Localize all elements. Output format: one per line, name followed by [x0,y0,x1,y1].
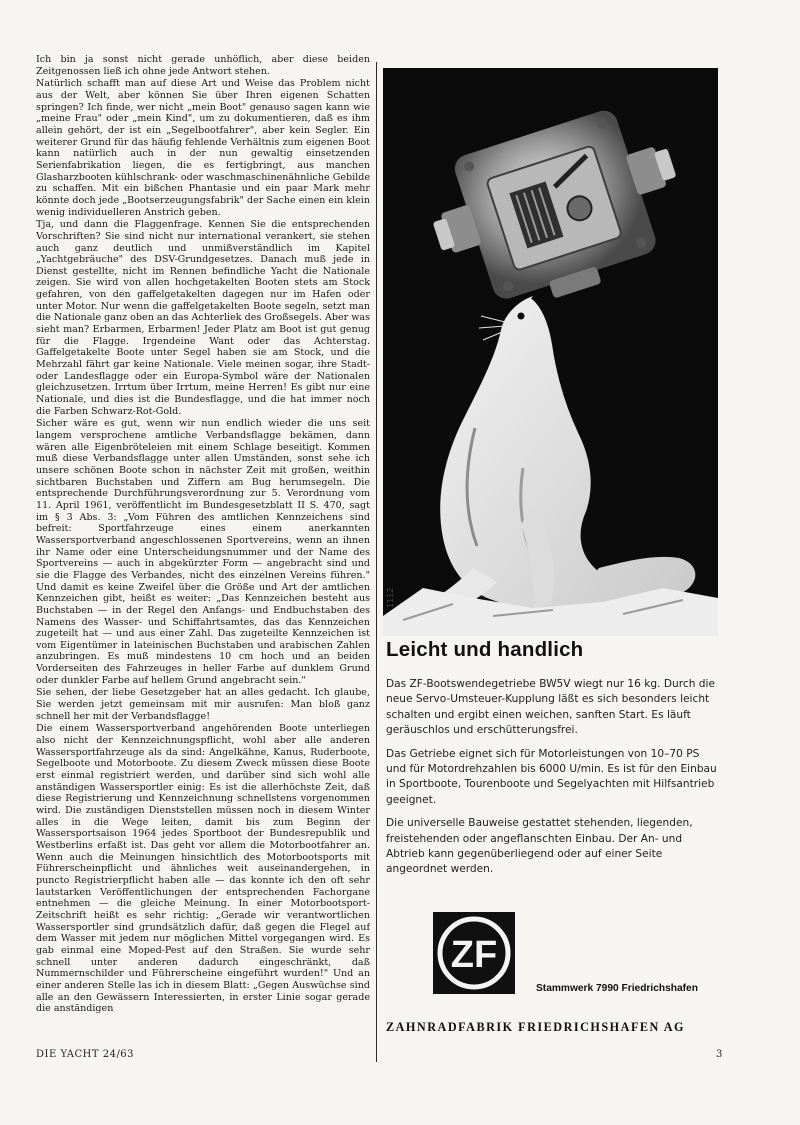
footer-magazine-issue: DIE YACHT 24/63 [36,1049,135,1060]
ad-paragraph: Das ZF-Bootswendegetriebe BW5V wiegt nur 16 kg. Durch die neue Servo-Umsteuer-Kupplung läßt es sich besonders leicht schalten und ergibt einen weichen, sanften Start. Es läuft geräuschlos und erschütterungsfrei. [386,678,715,737]
article-paragraph: Tja, und dann die Flaggenfrage. Kennen Sie die entsprechenden Vorschriften? Sie sind nicht nur international verankert, sie stehen auch ganz deutlich und unmißverständlich im Kapitel „Yachtgebräuche" des DSV-Grundgesetzes. Danach muß jede in Dienst gestellte, nicht im Rennen befindliche Yacht die Nationale zeigen. Sie wird von allen hochgetakelten Booten stets am Stock gefahren, von den gaffelgetakelten dagegen nur im Hafen oder unter Motor. Nur wenn die gaffelgetakelten Boote segeln, setzt man die Nationale ganz oben an das Achterliek des Großsegels. Aber was sieht man? Erbarmen, Erbarmen! Jeder Platz am Boot ist gut genug für die Flagge. Irgendeine Want oder das Achterstag. Gaffelgetakelte Boote unter Segel haben sie am Stock, und die Mehrzahl fährt gar keine Nationale. Viele meinen sogar, ihre Stadt- oder Landesflagge oder ein Europa-Symbol wäre der Nationalen gleichzusetzen. Irrtum über Irrtum, meine Herren! Es gibt nur eine Nationale, und dies ist die Bundesflagge, und die hat immer noch die Farben Schwarz-Rot-Gold. [36,219,370,417]
ad-headline: Leicht und handlich [386,638,584,661]
article-paragraph: Sie sehen, der liebe Gesetzgeber hat an alles gedacht. Ich glaube, Sie werden jetzt gemeinsam mit mir ausrufen: Man bloß ganz schnell her mit der Verbandsflagge! [36,687,370,722]
zf-logo [433,912,515,994]
ad-body [386,677,722,886]
zf-logo-text: ZF [450,934,498,976]
article-paragraph: Die einem Wassersportverband angehörenden Boote unterliegen also nicht der Kennzeichnungspflicht, wohl aber alle anderen Wassersportfahrzeuge als da sind: Angelkähne, Kanus, Ruderboote, Segelboote und Motorboote. Zu diesem Zweck müssen diese Boote erst einmal registriert werden, und darüber sind sich wohl alle anständigen Wassersportler einig: Es ist die allerhöchste Zeit, daß diese Registrierung und Kennzeichnung schnellstens vorgenommen wird. Die zuständigen Dienststellen müssen noch in diesem Winter alles in die Wege leiten, damit bis zum Beginn der Wassersportsaison 1964 jedes Sportboot der Bundesrepublik und Westberlins erfaßt ist. Das geht vor allem die Motorbootfahrer an. Wenn auch die Meinungen hinsichtlich des Motorbootsports mit Führerscheinpflicht und ähnliches weit auseinandergehen, in puncto Registrierpflicht haben alle — das konnte ich den oft sehr lautstarken Veröffentlichungen der entsprechenden Fachorgane entnehmen — die gleiche Meinung. In einer Motorbootsport-Zeitschrift heißt es sehr richtig: „Gerade wir verantwortlichen Wassersportler sind grundsätzlich dafür, daß gegen die Flegel auf dem Wasser mit jedem nur möglichen Mittel vorgegangen wird. Es gab einmal eine Moped-Pest auf den Straßen. Sie wurde sehr schnell unter anderen dadurch eingeschränkt, daß Nummernschilder und Führerscheine eingeführt wurden!" Und an einer anderen Stelle las ich in diesem Blatt: „Gegen Auswüchse sind alle an den Gewässern Interessierten, in erster Linie sogar gerade die anständigen [36,723,370,1015]
company-name: ZAHNRADFABRIK FRIEDRICHSHAFEN AG [386,1020,685,1034]
photo-code: 1112 [386,587,395,608]
ad-paragraph: Das Getriebe eignet sich für Motorleistungen von 10–70 PS und für Motordrehzahlen bis 6000 U/min. Es ist für den Einbau in Sportboote, Tourenboote und Segelyachten mit Hilfsantrieb geeignet. [386,747,717,806]
column-divider [376,62,377,1062]
article-text [36,54,370,1039]
article-paragraph: Ich bin ja sonst nicht gerade unhöflich, aber diese beiden Zeitgenossen ließ ich ohne jede Antwort stehen. [36,54,370,77]
ad-photo-seal-gearbox [383,68,718,636]
page-number: 3 [716,1049,723,1060]
article-paragraph: Sicher wäre es gut, wenn wir nun endlich wieder die uns seit langem versprochene amtliche Verbandsflagge bekämen, dann wären alle Eigenbröteleien mit einem Schlage beseitigt. Kommen muß diese Verbandsflagge unter allen Umständen, sonst sehe ich unsere schönen Boote schon in nächster Zeit mit großen, weithin sichtbaren Buchstaben und Ziffern am Bug herumsegeln. Die entsprechende Durchführungsverordnung zur 5. Verordnung vom 11. April 1961, veröffentlicht im Bundesgesetzblatt II S. 470, sagt im § 3 Abs. 3: „Vom Führen des amtlichen Kennzeichens sind befreit: Sportfahrzeuge eines einem anerkannten Wassersportverband angeschlossenen Sportvereins, wenn an ihnen ihr Name oder eine Unterscheidungsnummer und der Name des Sportvereins — auch in abgekürzter Form — angebracht sind und sie die Flagge des Verbandes, nicht des einzelnen Vereins führen." Und damit es keine Zweifel über die Größe und Art der amtlichen Kennzeichen gibt, heißt es weiter: „Das Kennzeichen besteht aus Buchstaben — in der Regel den Anfangs- und Endbuchstaben des Namens des Wasser- und Schiffahrtsamtes, das das Kennzeichen zugeteilt hat — und aus einer Zahl. Das zugeteilte Kennzeichen ist vom Eigentümer in lateinischen Buchstaben und arabischen Zahlen anzubringen. Es muß mindestens 10 cm hoch und an beiden Vorderseiten des Fahrzeuges in heller Farbe auf dunklem Grund oder dunkler Farbe auf hellem Grund angebracht sein." [36,418,370,686]
article-paragraph: Natürlich schafft man auf diese Art und Weise das Problem nicht aus der Welt, aber können Sie über Ihren eigenen Schatten springen? Ich finde, wer nicht „mein Boot" genauso sagen kann wie „meine Frau" oder „mein Kind", um zu dokumentieren, daß es ihm allein gehört, der ist ein „Segelbootfahrer", aber kein Segler. Ein weiterer Grund für das häufig fehlende Verhältnis zum eigenen Boot kann natürlich auch in der nun gewaltig einsetzenden Serienfabrikation liegen, die es fertigbringt, aus manchen Glasharzbooten kühlschrank- oder waschmaschinenähnliche Gebilde zu schaffen. Mit ein bißchen Phantasie und ein paar Mark mehr könnte doch jede „Bootserzeugungsfabrik" der Sache einen ein klein wenig individuelleren Anstrich geben. [36,78,370,218]
stammwerk-address: Stammwerk 7990 Friedrichshafen [536,983,698,994]
ad-paragraph: Die universelle Bauweise gestattet stehenden, liegenden, freistehenden oder angeflanschten Einbau. Der An- und Abtrieb kann gegenüberliegend oder auf einer Seite angeordnet werden. [386,817,693,876]
